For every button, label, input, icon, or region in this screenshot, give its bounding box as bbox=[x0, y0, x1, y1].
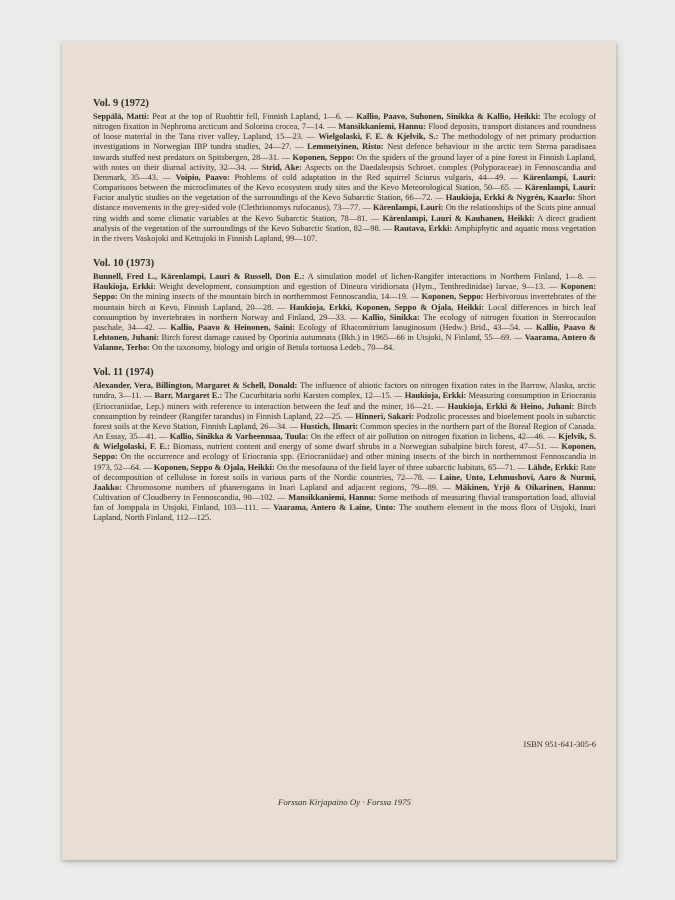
printer-imprint: Forssan Kirjapaino Oy · Forssa 1975 bbox=[278, 797, 411, 807]
volume-section bbox=[93, 367, 596, 523]
volume-contents-text: Alexander, Vera, Billington, Margaret & Schell, Donald: The influence of abiotic factors on nitrogen fixation rates in the Barrow, Alaska, arctic tundra, 3—11. — Barr, Margaret E.: The Cucurbitaria sorbi Karsten complex, 12—15. — Haukioja, Erkki: Measuring consumption in Eriocrania (Eriocraniidae, Lep.) miners with reference to interaction between the leaf and the miner, 16—21. — Haukioja, Erkki & Heino, Juhani: Birch consumption by reindeer (Rangifer tarandus) in Finnish Lapland, 22—25. — Hinneri, Sakari: Podzolic processes and bioelement pools in subarctic forest soils at the Kevo Station, Finnish Lapland, 26—34. — Hustich, Ilmari: Common species in the northern part of the Boreal Region of Canada. An Essay, 35—41. — Kallio, Sinikka & Varheenmaa, Tuula: On the effect of air pollution on nitrogen fixation in lichens, 42—46. — Kjelvik, S. & Wielgolaski, F. E.: Biomass, nutrient content and energy of some dwarf shrubs in a Norwegian subalpine birch forest, 47—51. — Koponen, Seppo: On the occurrence and ecology of Eriocrania spp. (Eriocraniidae) and other mining insects of the birch in northernmost Fennoscandia in 1973, 52—64. — Koponen, Seppo & Ojala, Heikki: On the mesofauna of the field layer of three subarctic habitats, 65—71. — Lähde, Erkki: Rate of decomposition of cellulose in forest soils in various parts of the Nordic countries, 72—78. — Laine, Unto, Lehmushovi, Aaro & Nurmi, Jaakko: Chromosome numbers of phanerogams in Inari Lapland and adjacent regions, 79—89. — Mäkinen, Yrjö & Oikarinen, Hannu: Cultivation of Cloudberry in Fennoscandia, 90—102. — Mansikkaniemi, Hannu: Some methods of measuring fluvial transportation load, alluvial fan of Jomppala in Utsjoki, Finland, 103—111. — Vaarama, Antero & Laine, Unto: The southern element in the moss flora of Utsjoki, Inari Lapland, North Finland, 112—125. bbox=[93, 381, 597, 523]
volume-section bbox=[93, 258, 596, 353]
volume-contents-text: Bunnell, Fred L., Kärenlampi, Lauri & Russell, Don E.: A simulation model of lichen-Rangifer interactions in Northern Finland, 1—8. — Haukioja, Erkki: Weight development, consumption and egestion of Dineura viridiorsata (Hym., Tenthredinidae) larvae, 9—13. — Koponen: Seppo: On the mining insects of the mountain birch in northernmost Fennoscandia, 14—19. — Koponen, Seppo: Herbivorous invertebrates of the mountain birch at Kevo, Finnish Lapland, 20—28. — Haukioja, Erkki, Koponen, Seppo & Ojala, Heikki: Local differences in birch leaf consumption by invertebrates in northern Norway and Finland, 29—33. — Kallio, Sinikka: The ecology of nitrogen fixation in Stereocaulon paschale, 34—42. — Kallio, Paavo & Heinonen, Saini: Ecology of Rhacomitrium lanuginosum (Hedw.) Brid., 43—54. — Kallio, Paavo & Lehtonen, Juhani: Birch forest damage caused by Oporinia autumnata (Bkh.) in 1965—66 in Utsjoki, N Finland, 55—69. — Vaarama, Antero & Valanne, Terho: On the taxonomy, biology and origin of Betula tortuosa Ledeb., 70—84. bbox=[93, 272, 597, 353]
volume-contents-text: Seppälä, Matti: Peat at the top of Ruohttir fell, Finnish Lapland, 1—6. — Kallio, Paavo, Suhonen, Sinikka & Kallio, Heikki: The ecology of nitrogen fixation in Nephroma arcticum and Solorina crocea, 7—14. — Mansikkaniemi, Hannu: Flood deposits, transport distances and roundness of loose material in the Tana river valley, Lapland, 15—23. — Wielgolaski, F. E. & Kjelvik, S.: The methodology of net primary production investigations in Norwegian IBP tundra studies, 24—27. — Lemmetyinen, Risto: Nest defence behaviour in the arctic tern Sterna paradisaea towards stuffed nest predators on Spitsbergen, 28—31. — Koponen, Seppo: On the spiders of the ground layer of a pine forest in Finnish Lapland, with notes on their diurnal activity, 32—34. — Strid, Ake: Aspects on the Daedaleopsis Schroet. complex (Polyporaceae) in Fennoscandia and Denmark, 35—43. — Voipio, Paavo: Problems of cold adaptation in the Red squirrel Sciurus vulgaris, 44—49. — Kärenlampi, Lauri: Comparisons between the microclimates of the Kevo ecosystem study sites and the Kevo Meteorological Station, 50—65. — Kärenlampi, Lauri: Factor analytic studies on the vegetation of the surroundings of the Kevo Subarctic Station, 66—72. — Haukioja, Erkki & Nygrén, Kaarlo: Short distance movements in the grey-sided vole (Clethrionomys rufocanus), 73—77. — Kärenlampi, Lauri: On the relationships of the Scots pine annual ring width and some climatic variables at the Kevo Subarctic Station, 78—81. — Kärenlampi, Lauri & Kauhanen, Heikki: A direct gradient analysis of the vegetation of the surroundings of the Kevo Subarctic Station, 82—98. — Rautava, Erkki: Amphiphytic and aquatic moss vegetation in the rivers Vaskojoki and Kettujoki in Finnish Lapland, 99—107. bbox=[93, 112, 597, 243]
volume-contents bbox=[93, 98, 596, 523]
volume-heading: Vol. 11 (1974) bbox=[93, 367, 154, 379]
volume-heading: Vol. 10 (1973) bbox=[93, 258, 155, 270]
volume-section bbox=[93, 98, 596, 244]
isbn-number: ISBN 951-641-305-6 bbox=[523, 739, 596, 749]
volume-heading: Vol. 9 (1972) bbox=[93, 98, 149, 109]
